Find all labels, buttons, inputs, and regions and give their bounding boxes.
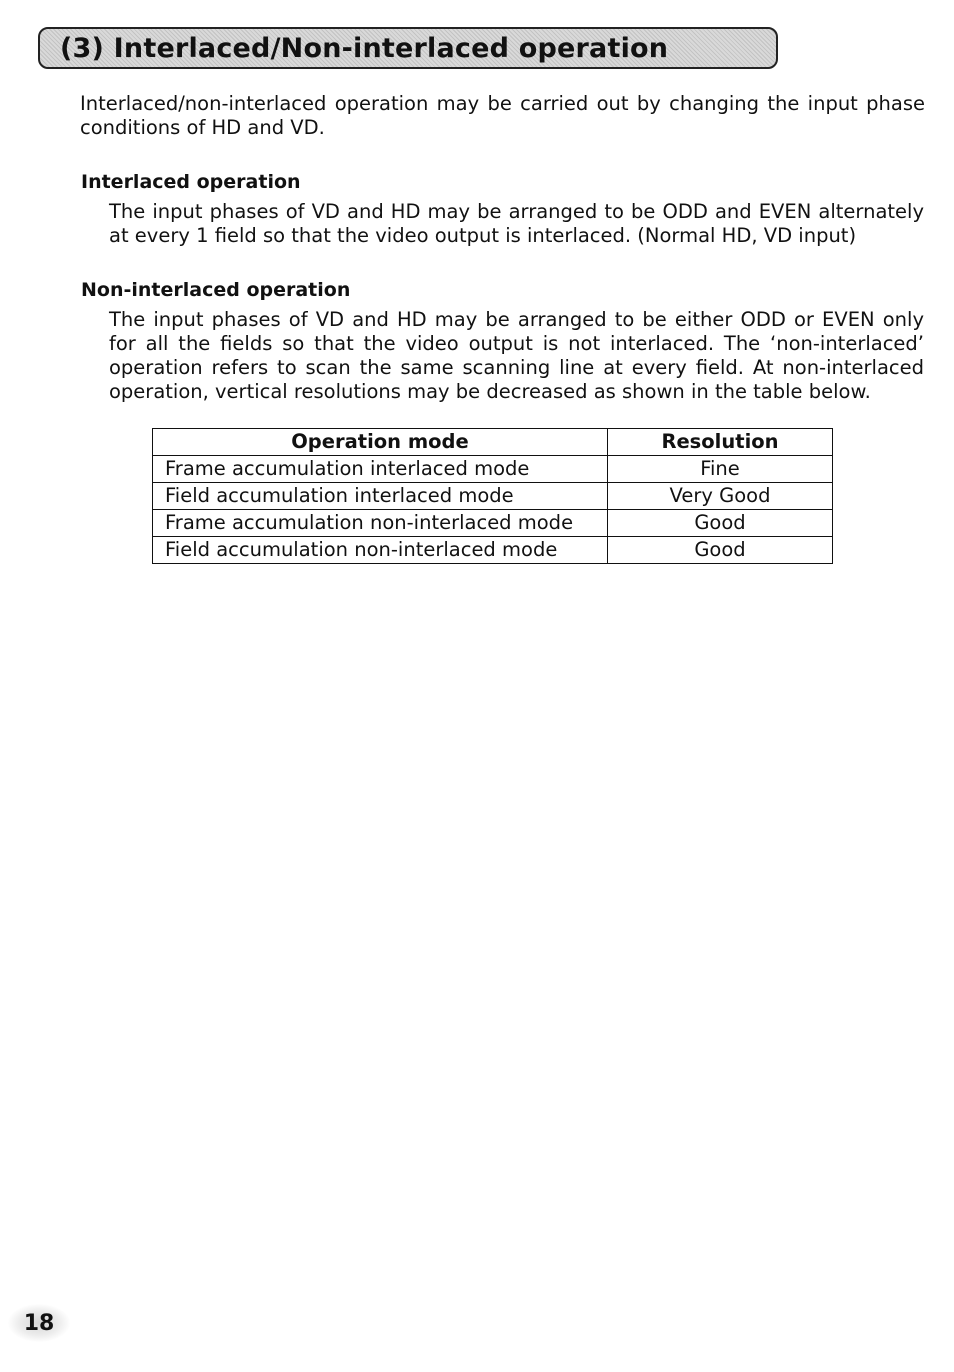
intro-paragraph: Interlaced/non-interlaced operation may be carried out by changing the input phase conditions of HD and VD. (80, 92, 925, 139)
table-row (153, 456, 833, 483)
header-operation-mode: Operation mode (153, 429, 608, 456)
table-header-row (153, 429, 833, 456)
operation-mode-cell: Field accumulation interlaced mode (153, 483, 608, 510)
table-row (153, 510, 833, 537)
table-row (153, 537, 833, 564)
resolution-table (152, 428, 833, 564)
interlaced-heading: Interlaced operation (81, 171, 301, 193)
page-number: 18 (23, 1310, 55, 1336)
non-interlaced-body: The input phases of VD and HD may be arranged to be either ODD or EVEN only for all the fields so that the video output is not interlaced. The ‘non-interlaced’ operation refers to scan the same scanning line at every field. At non-interlaced operation, vertical resolutions may be decreased as shown in the table below. (109, 308, 924, 403)
section-title: (3) Interlaced/Non-interlaced operation (60, 32, 669, 64)
operation-mode-cell: Frame accumulation non-interlaced mode (153, 510, 608, 537)
operation-mode-cell: Frame accumulation interlaced mode (153, 456, 608, 483)
page-number-badge (8, 1304, 70, 1342)
section-title-banner (38, 27, 778, 69)
non-interlaced-heading: Non-interlaced operation (81, 279, 351, 301)
header-resolution: Resolution (608, 429, 833, 456)
resolution-cell: Fine (608, 456, 833, 483)
resolution-cell: Very Good (608, 483, 833, 510)
operation-mode-cell: Field accumulation non-interlaced mode (153, 537, 608, 564)
resolution-cell: Good (608, 537, 833, 564)
resolution-cell: Good (608, 510, 833, 537)
table-row (153, 483, 833, 510)
interlaced-body: The input phases of VD and HD may be arranged to be ODD and EVEN alternately at every 1 field so that the video output is interlaced. (Normal HD, VD input) (109, 200, 924, 247)
